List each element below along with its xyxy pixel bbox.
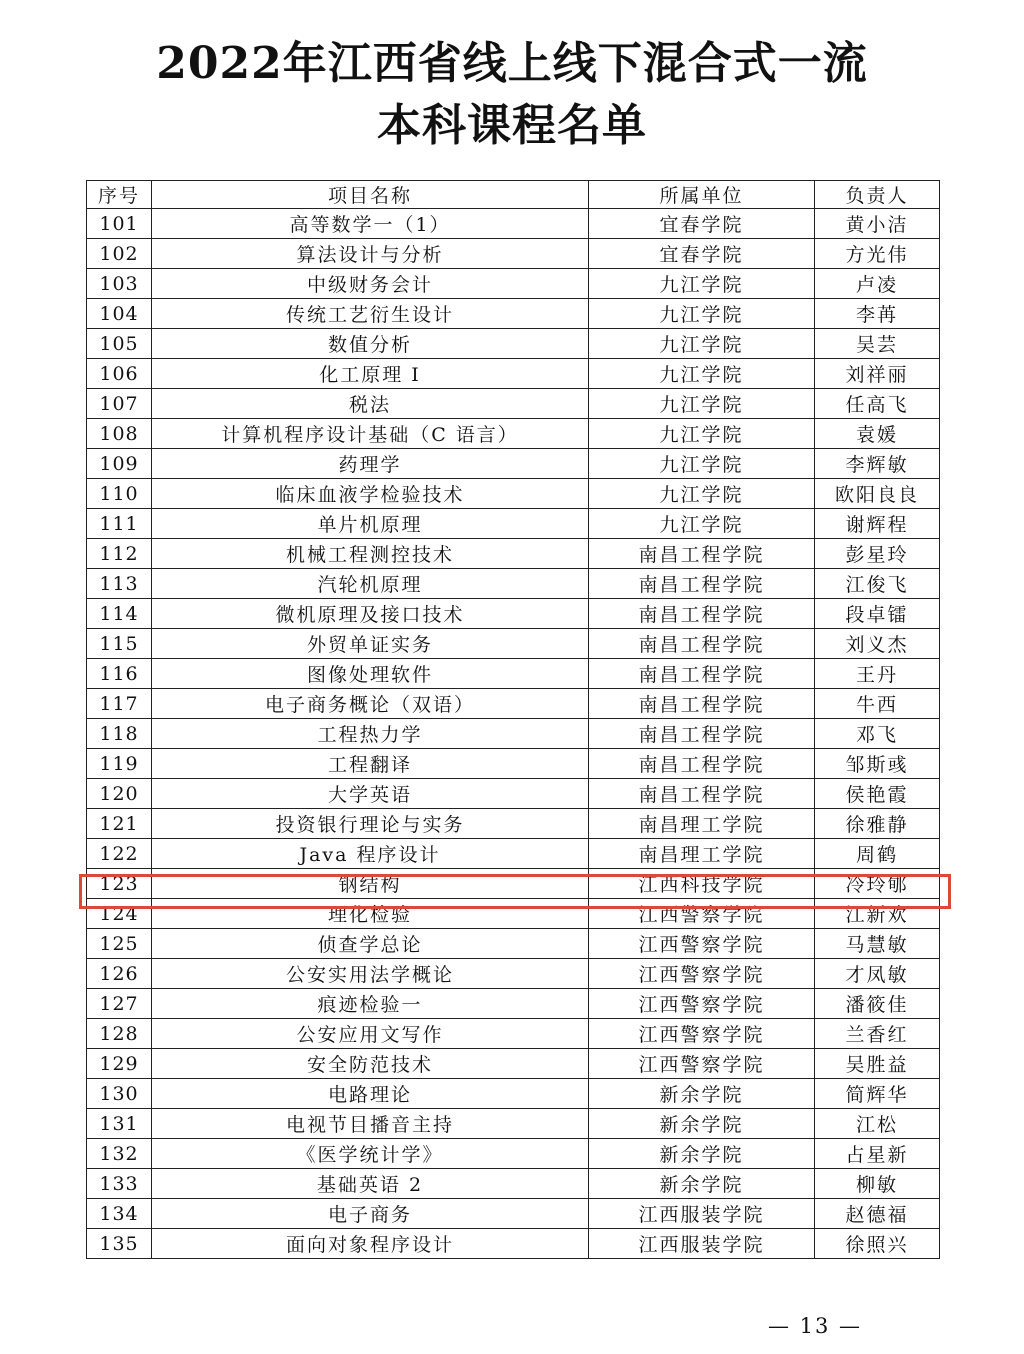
cell-serial-number: 113 xyxy=(87,569,152,599)
cell-project-name: 公安应用文写作 xyxy=(152,1019,589,1049)
cell-serial-number: 115 xyxy=(87,629,152,659)
cell-serial-number: 130 xyxy=(87,1079,152,1109)
cell-person-in-charge: 邹斯彧 xyxy=(815,749,940,779)
table-header-row xyxy=(87,181,940,209)
cell-person-in-charge: 柳敏 xyxy=(815,1169,940,1199)
table-row xyxy=(87,389,940,419)
table-row xyxy=(87,509,940,539)
cell-project-name: 侦查学总论 xyxy=(152,929,589,959)
cell-institution: 九江学院 xyxy=(589,269,815,299)
cell-project-name: 面向对象程序设计 xyxy=(152,1229,589,1259)
table-row xyxy=(87,1079,940,1109)
cell-person-in-charge: 任高飞 xyxy=(815,389,940,419)
cell-project-name: 钢结构 xyxy=(152,869,589,899)
cell-person-in-charge: 段卓镭 xyxy=(815,599,940,629)
cell-person-in-charge: 邓飞 xyxy=(815,719,940,749)
table-row xyxy=(87,449,940,479)
cell-person-in-charge: 江松 xyxy=(815,1109,940,1139)
cell-serial-number: 135 xyxy=(87,1229,152,1259)
cell-institution: 南昌工程学院 xyxy=(589,539,815,569)
table-row xyxy=(87,599,940,629)
cell-person-in-charge: 袁媛 xyxy=(815,419,940,449)
table-row xyxy=(87,809,940,839)
cell-person-in-charge: 江新欢 xyxy=(815,899,940,929)
cell-project-name: 药理学 xyxy=(152,449,589,479)
table-row xyxy=(87,689,940,719)
table-row xyxy=(87,419,940,449)
cell-project-name: 公安实用法学概论 xyxy=(152,959,589,989)
cell-person-in-charge: 吴胜益 xyxy=(815,1049,940,1079)
cell-person-in-charge: 李辉敏 xyxy=(815,449,940,479)
cell-person-in-charge: 黄小洁 xyxy=(815,209,940,239)
cell-serial-number: 101 xyxy=(87,209,152,239)
cell-institution: 九江学院 xyxy=(589,299,815,329)
cell-serial-number: 102 xyxy=(87,239,152,269)
cell-institution: 南昌工程学院 xyxy=(589,659,815,689)
table-row xyxy=(87,779,940,809)
table-row xyxy=(87,269,940,299)
cell-project-name: 数值分析 xyxy=(152,329,589,359)
table-row xyxy=(87,869,940,899)
cell-project-name: 汽轮机原理 xyxy=(152,569,589,599)
header-person-in-charge: 负责人 xyxy=(815,181,940,209)
cell-serial-number: 134 xyxy=(87,1199,152,1229)
table-row xyxy=(87,929,940,959)
cell-project-name: 机械工程测控技术 xyxy=(152,539,589,569)
cell-project-name: 算法设计与分析 xyxy=(152,239,589,269)
table-row xyxy=(87,629,940,659)
table-row xyxy=(87,1199,940,1229)
cell-project-name: 外贸单证实务 xyxy=(152,629,589,659)
cell-serial-number: 123 xyxy=(87,869,152,899)
cell-project-name: 工程翻译 xyxy=(152,749,589,779)
cell-serial-number: 117 xyxy=(87,689,152,719)
cell-project-name: 基础英语 2 xyxy=(152,1169,589,1199)
cell-institution: 江西服装学院 xyxy=(589,1199,815,1229)
cell-person-in-charge: 李苒 xyxy=(815,299,940,329)
cell-serial-number: 104 xyxy=(87,299,152,329)
cell-project-name: Java 程序设计 xyxy=(152,839,589,869)
cell-project-name: 化工原理 I xyxy=(152,359,589,389)
cell-person-in-charge: 兰香红 xyxy=(815,1019,940,1049)
cell-person-in-charge: 潘筱佳 xyxy=(815,989,940,1019)
cell-institution: 新余学院 xyxy=(589,1079,815,1109)
table-row xyxy=(87,329,940,359)
cell-serial-number: 110 xyxy=(87,479,152,509)
cell-serial-number: 112 xyxy=(87,539,152,569)
table-row xyxy=(87,539,940,569)
cell-institution: 南昌工程学院 xyxy=(589,569,815,599)
cell-institution: 南昌工程学院 xyxy=(589,749,815,779)
cell-serial-number: 119 xyxy=(87,749,152,779)
cell-project-name: 痕迹检验一 xyxy=(152,989,589,1019)
cell-person-in-charge: 徐照兴 xyxy=(815,1229,940,1259)
cell-serial-number: 107 xyxy=(87,389,152,419)
cell-serial-number: 111 xyxy=(87,509,152,539)
page-number: — 13 — xyxy=(767,1314,863,1338)
cell-person-in-charge: 才凤敏 xyxy=(815,959,940,989)
cell-serial-number: 124 xyxy=(87,899,152,929)
cell-person-in-charge: 徐雅静 xyxy=(815,809,940,839)
cell-institution: 新余学院 xyxy=(589,1169,815,1199)
cell-project-name: 微机原理及接口技术 xyxy=(152,599,589,629)
table-row xyxy=(87,659,940,689)
cell-project-name: 《医学统计学》 xyxy=(152,1139,589,1169)
cell-project-name: 中级财务会计 xyxy=(152,269,589,299)
cell-serial-number: 103 xyxy=(87,269,152,299)
cell-institution: 九江学院 xyxy=(589,329,815,359)
cell-serial-number: 120 xyxy=(87,779,152,809)
header-institution: 所属单位 xyxy=(589,181,815,209)
table-row xyxy=(87,749,940,779)
cell-serial-number: 109 xyxy=(87,449,152,479)
header-project-name: 项目名称 xyxy=(152,181,589,209)
cell-person-in-charge: 简辉华 xyxy=(815,1079,940,1109)
cell-serial-number: 108 xyxy=(87,419,152,449)
cell-institution: 江西警察学院 xyxy=(589,959,815,989)
cell-project-name: 图像处理软件 xyxy=(152,659,589,689)
cell-project-name: 高等数学一（1） xyxy=(152,209,589,239)
table-row xyxy=(87,1109,940,1139)
cell-serial-number: 127 xyxy=(87,989,152,1019)
table-row xyxy=(87,839,940,869)
cell-person-in-charge: 马慧敏 xyxy=(815,929,940,959)
cell-institution: 九江学院 xyxy=(589,449,815,479)
cell-project-name: 大学英语 xyxy=(152,779,589,809)
cell-serial-number: 106 xyxy=(87,359,152,389)
cell-person-in-charge: 谢辉程 xyxy=(815,509,940,539)
cell-institution: 江西警察学院 xyxy=(589,929,815,959)
cell-person-in-charge: 江俊飞 xyxy=(815,569,940,599)
cell-institution: 南昌工程学院 xyxy=(589,779,815,809)
document-title-line2: 本科课程名单 xyxy=(377,100,647,151)
cell-serial-number: 133 xyxy=(87,1169,152,1199)
cell-serial-number: 129 xyxy=(87,1049,152,1079)
cell-project-name: 安全防范技术 xyxy=(152,1049,589,1079)
table-row xyxy=(87,299,940,329)
cell-institution: 江西警察学院 xyxy=(589,1019,815,1049)
cell-institution: 九江学院 xyxy=(589,509,815,539)
cell-project-name: 工程热力学 xyxy=(152,719,589,749)
cell-institution: 南昌工程学院 xyxy=(589,629,815,659)
table-row xyxy=(87,479,940,509)
cell-institution: 新余学院 xyxy=(589,1109,815,1139)
cell-person-in-charge: 赵德福 xyxy=(815,1199,940,1229)
cell-person-in-charge: 刘祥丽 xyxy=(815,359,940,389)
cell-project-name: 传统工艺衍生设计 xyxy=(152,299,589,329)
cell-serial-number: 132 xyxy=(87,1139,152,1169)
table-row xyxy=(87,989,940,1019)
table-row xyxy=(87,899,940,929)
cell-person-in-charge: 卢凌 xyxy=(815,269,940,299)
cell-person-in-charge: 彭星玲 xyxy=(815,539,940,569)
table-row xyxy=(87,209,940,239)
cell-serial-number: 128 xyxy=(87,1019,152,1049)
cell-serial-number: 122 xyxy=(87,839,152,869)
cell-person-in-charge: 吴芸 xyxy=(815,329,940,359)
table-row xyxy=(87,569,940,599)
cell-institution: 南昌工程学院 xyxy=(589,599,815,629)
cell-institution: 南昌工程学院 xyxy=(589,689,815,719)
table-body xyxy=(87,209,940,1259)
cell-institution: 宜春学院 xyxy=(589,239,815,269)
cell-project-name: 理化检验 xyxy=(152,899,589,929)
cell-person-in-charge: 方光伟 xyxy=(815,239,940,269)
cell-institution: 南昌工程学院 xyxy=(589,719,815,749)
cell-institution: 九江学院 xyxy=(589,359,815,389)
cell-institution: 九江学院 xyxy=(589,419,815,449)
cell-institution: 江西警察学院 xyxy=(589,899,815,929)
cell-person-in-charge: 冷玲郇 xyxy=(815,869,940,899)
cell-serial-number: 105 xyxy=(87,329,152,359)
cell-institution: 江西警察学院 xyxy=(589,1049,815,1079)
cell-project-name: 电路理论 xyxy=(152,1079,589,1109)
cell-project-name: 单片机原理 xyxy=(152,509,589,539)
cell-institution: 江西警察学院 xyxy=(589,989,815,1019)
cell-serial-number: 114 xyxy=(87,599,152,629)
cell-serial-number: 116 xyxy=(87,659,152,689)
cell-person-in-charge: 占星新 xyxy=(815,1139,940,1169)
cell-institution: 南昌理工学院 xyxy=(589,839,815,869)
cell-project-name: 电子商务概论（双语） xyxy=(152,689,589,719)
table-row xyxy=(87,1229,940,1259)
cell-serial-number: 126 xyxy=(87,959,152,989)
table-row xyxy=(87,1019,940,1049)
cell-project-name: 计算机程序设计基础（C 语言） xyxy=(152,419,589,449)
table-row xyxy=(87,1049,940,1079)
cell-institution: 宜春学院 xyxy=(589,209,815,239)
table-row xyxy=(87,239,940,269)
cell-project-name: 电子商务 xyxy=(152,1199,589,1229)
table-row xyxy=(87,719,940,749)
header-serial-number: 序号 xyxy=(87,181,152,209)
cell-person-in-charge: 侯艳霞 xyxy=(815,779,940,809)
cell-serial-number: 118 xyxy=(87,719,152,749)
cell-person-in-charge: 欧阳良良 xyxy=(815,479,940,509)
cell-project-name: 税法 xyxy=(152,389,589,419)
cell-institution: 江西服装学院 xyxy=(589,1229,815,1259)
cell-person-in-charge: 王丹 xyxy=(815,659,940,689)
table-row xyxy=(87,959,940,989)
cell-serial-number: 131 xyxy=(87,1109,152,1139)
cell-serial-number: 121 xyxy=(87,809,152,839)
cell-institution: 江西科技学院 xyxy=(589,869,815,899)
cell-serial-number: 125 xyxy=(87,929,152,959)
table-row xyxy=(87,1169,940,1199)
cell-project-name: 临床血液学检验技术 xyxy=(152,479,589,509)
cell-institution: 九江学院 xyxy=(589,479,815,509)
cell-person-in-charge: 牛西 xyxy=(815,689,940,719)
cell-person-in-charge: 刘义杰 xyxy=(815,629,940,659)
cell-institution: 南昌理工学院 xyxy=(589,809,815,839)
course-list-table xyxy=(86,180,940,1259)
cell-institution: 九江学院 xyxy=(589,389,815,419)
cell-institution: 新余学院 xyxy=(589,1139,815,1169)
cell-person-in-charge: 周鹤 xyxy=(815,839,940,869)
table-row xyxy=(87,1139,940,1169)
cell-project-name: 投资银行理论与实务 xyxy=(152,809,589,839)
document-title-line1: 2022年江西省线上线下混合式一流 xyxy=(156,38,868,89)
cell-project-name: 电视节目播音主持 xyxy=(152,1109,589,1139)
table-row xyxy=(87,359,940,389)
